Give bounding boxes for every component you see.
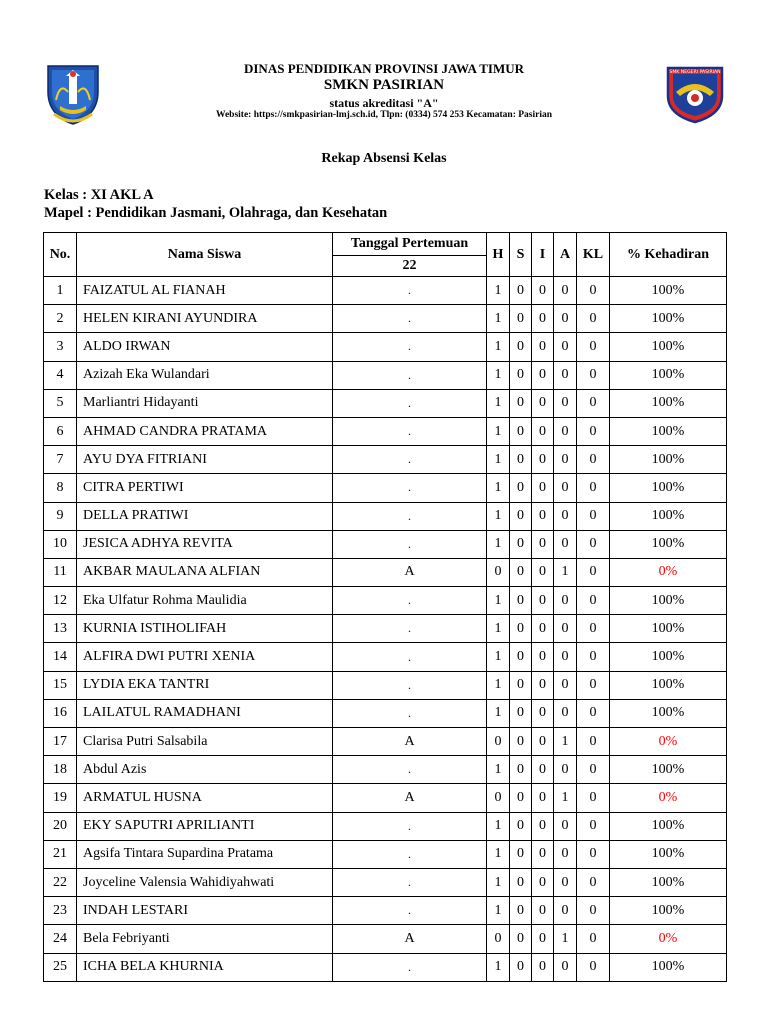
cell-meeting-mark: . bbox=[333, 361, 487, 389]
cell-meeting-mark: . bbox=[333, 333, 487, 361]
cell-kl: 0 bbox=[577, 558, 610, 586]
cell-i: 0 bbox=[532, 502, 554, 530]
cell-meeting-mark: . bbox=[333, 953, 487, 981]
cell-meeting-mark: . bbox=[333, 502, 487, 530]
cell-name: ALDO IRWAN bbox=[77, 333, 333, 361]
cell-no: 11 bbox=[44, 558, 77, 586]
table-row bbox=[44, 784, 727, 812]
table-row bbox=[44, 897, 727, 925]
cell-s: 0 bbox=[510, 784, 532, 812]
cell-i: 0 bbox=[532, 868, 554, 896]
table-row bbox=[44, 756, 727, 784]
cell-h: 0 bbox=[487, 784, 510, 812]
header-i: I bbox=[532, 233, 554, 277]
table-row bbox=[44, 277, 727, 305]
cell-a: 0 bbox=[554, 530, 577, 558]
cell-s: 0 bbox=[510, 474, 532, 502]
cell-h: 1 bbox=[487, 333, 510, 361]
table-row bbox=[44, 868, 727, 896]
cell-no: 3 bbox=[44, 333, 77, 361]
table-row bbox=[44, 417, 727, 445]
cell-pct: 100% bbox=[610, 474, 727, 502]
cell-i: 0 bbox=[532, 305, 554, 333]
cell-i: 0 bbox=[532, 277, 554, 305]
cell-no: 6 bbox=[44, 417, 77, 445]
cell-s: 0 bbox=[510, 671, 532, 699]
cell-meeting-mark: . bbox=[333, 756, 487, 784]
cell-h: 1 bbox=[487, 615, 510, 643]
cell-meeting-mark: . bbox=[333, 671, 487, 699]
cell-meeting-mark: . bbox=[333, 897, 487, 925]
cell-pct: 100% bbox=[610, 812, 727, 840]
cell-no: 21 bbox=[44, 840, 77, 868]
cell-h: 1 bbox=[487, 643, 510, 671]
cell-meeting-mark: . bbox=[333, 305, 487, 333]
cell-pct: 100% bbox=[610, 446, 727, 474]
cell-s: 0 bbox=[510, 756, 532, 784]
cell-meeting-mark: A bbox=[333, 728, 487, 756]
cell-no: 23 bbox=[44, 897, 77, 925]
cell-name: Agsifa Tintara Supardina Pratama bbox=[77, 840, 333, 868]
cell-s: 0 bbox=[510, 643, 532, 671]
cell-kl: 0 bbox=[577, 587, 610, 615]
cell-pct: 100% bbox=[610, 756, 727, 784]
table-row bbox=[44, 502, 727, 530]
cell-kl: 0 bbox=[577, 728, 610, 756]
cell-name: ARMATUL HUSNA bbox=[77, 784, 333, 812]
cell-meeting-mark: . bbox=[333, 812, 487, 840]
cell-kl: 0 bbox=[577, 277, 610, 305]
cell-i: 0 bbox=[532, 643, 554, 671]
cell-pct: 100% bbox=[610, 840, 727, 868]
cell-a: 0 bbox=[554, 643, 577, 671]
table-row bbox=[44, 305, 727, 333]
table-row bbox=[44, 840, 727, 868]
cell-kl: 0 bbox=[577, 812, 610, 840]
cell-i: 0 bbox=[532, 446, 554, 474]
cell-meeting-mark: . bbox=[333, 699, 487, 727]
cell-pct: 100% bbox=[610, 502, 727, 530]
subject-label: Mapel : Pendidikan Jasmani, Olahraga, dan Kesehatan bbox=[44, 205, 388, 221]
cell-meeting-mark: . bbox=[333, 530, 487, 558]
cell-s: 0 bbox=[510, 728, 532, 756]
cell-s: 0 bbox=[510, 277, 532, 305]
cell-s: 0 bbox=[510, 897, 532, 925]
accreditation-status: status akreditasi "A" bbox=[329, 96, 439, 110]
cell-no: 9 bbox=[44, 502, 77, 530]
cell-kl: 0 bbox=[577, 502, 610, 530]
school-name: SMKN PASIRIAN bbox=[323, 77, 445, 93]
cell-kl: 0 bbox=[577, 389, 610, 417]
cell-kl: 0 bbox=[577, 417, 610, 445]
table-row bbox=[44, 728, 727, 756]
cell-name: DELLA PRATIWI bbox=[77, 502, 333, 530]
cell-h: 1 bbox=[487, 756, 510, 784]
contact-line: Website: https://smkpasirian-lmj.sch.id, Tlpn: (0334) 574 253 Kecamatan: Pasirian bbox=[215, 110, 553, 120]
cell-s: 0 bbox=[510, 812, 532, 840]
cell-name: HELEN KIRANI AYUNDIRA bbox=[77, 305, 333, 333]
header-pct: % Kehadiran bbox=[610, 233, 727, 277]
cell-no: 25 bbox=[44, 953, 77, 981]
cell-pct: 100% bbox=[610, 897, 727, 925]
cell-name: AKBAR MAULANA ALFIAN bbox=[77, 558, 333, 586]
cell-s: 0 bbox=[510, 389, 532, 417]
cell-s: 0 bbox=[510, 502, 532, 530]
cell-h: 0 bbox=[487, 925, 510, 953]
cell-no: 10 bbox=[44, 530, 77, 558]
cell-i: 0 bbox=[532, 840, 554, 868]
cell-a: 0 bbox=[554, 897, 577, 925]
cell-kl: 0 bbox=[577, 333, 610, 361]
cell-s: 0 bbox=[510, 699, 532, 727]
cell-kl: 0 bbox=[577, 446, 610, 474]
cell-a: 0 bbox=[554, 699, 577, 727]
cell-pct: 100% bbox=[610, 587, 727, 615]
cell-no: 19 bbox=[44, 784, 77, 812]
cell-s: 0 bbox=[510, 868, 532, 896]
cell-h: 0 bbox=[487, 728, 510, 756]
cell-no: 22 bbox=[44, 868, 77, 896]
table-row bbox=[44, 530, 727, 558]
cell-meeting-mark: . bbox=[333, 277, 487, 305]
cell-h: 0 bbox=[487, 558, 510, 586]
cell-a: 0 bbox=[554, 671, 577, 699]
cell-s: 0 bbox=[510, 417, 532, 445]
table-row bbox=[44, 812, 727, 840]
cell-a: 0 bbox=[554, 587, 577, 615]
attendance-table bbox=[43, 232, 727, 982]
cell-i: 0 bbox=[532, 558, 554, 586]
cell-a: 0 bbox=[554, 868, 577, 896]
header-meeting: Tanggal Pertemuan bbox=[333, 233, 487, 256]
cell-h: 1 bbox=[487, 530, 510, 558]
table-row bbox=[44, 615, 727, 643]
page-title: Rekap Absensi Kelas bbox=[321, 151, 447, 166]
cell-no: 17 bbox=[44, 728, 77, 756]
header-name: Nama Siswa bbox=[77, 233, 333, 277]
cell-i: 0 bbox=[532, 615, 554, 643]
cell-meeting-mark: . bbox=[333, 868, 487, 896]
cell-i: 0 bbox=[532, 699, 554, 727]
cell-name: ICHA BELA KHURNIA bbox=[77, 953, 333, 981]
table-row bbox=[44, 699, 727, 727]
cell-i: 0 bbox=[532, 897, 554, 925]
cell-h: 1 bbox=[487, 671, 510, 699]
cell-pct: 0% bbox=[610, 925, 727, 953]
cell-i: 0 bbox=[532, 333, 554, 361]
cell-name: LYDIA EKA TANTRI bbox=[77, 671, 333, 699]
cell-h: 1 bbox=[487, 446, 510, 474]
cell-kl: 0 bbox=[577, 868, 610, 896]
header-s: S bbox=[510, 233, 532, 277]
cell-no: 13 bbox=[44, 615, 77, 643]
cell-no: 5 bbox=[44, 389, 77, 417]
cell-no: 24 bbox=[44, 925, 77, 953]
cell-a: 0 bbox=[554, 389, 577, 417]
cell-name: ALFIRA DWI PUTRI XENIA bbox=[77, 643, 333, 671]
cell-name: AYU DYA FITRIANI bbox=[77, 446, 333, 474]
cell-s: 0 bbox=[510, 558, 532, 586]
cell-meeting-mark: A bbox=[333, 558, 487, 586]
cell-a: 0 bbox=[554, 840, 577, 868]
cell-meeting-mark: . bbox=[333, 446, 487, 474]
table-row bbox=[44, 671, 727, 699]
cell-i: 0 bbox=[532, 812, 554, 840]
cell-name: FAIZATUL AL FIANAH bbox=[77, 277, 333, 305]
cell-kl: 0 bbox=[577, 840, 610, 868]
cell-kl: 0 bbox=[577, 756, 610, 784]
cell-a: 1 bbox=[554, 784, 577, 812]
cell-kl: 0 bbox=[577, 671, 610, 699]
cell-h: 1 bbox=[487, 897, 510, 925]
cell-name: Eka Ulfatur Rohma Maulidia bbox=[77, 587, 333, 615]
cell-no: 20 bbox=[44, 812, 77, 840]
cell-a: 0 bbox=[554, 305, 577, 333]
cell-kl: 0 bbox=[577, 784, 610, 812]
cell-i: 0 bbox=[532, 756, 554, 784]
cell-kl: 0 bbox=[577, 643, 610, 671]
cell-a: 1 bbox=[554, 558, 577, 586]
cell-h: 1 bbox=[487, 699, 510, 727]
cell-h: 1 bbox=[487, 868, 510, 896]
cell-s: 0 bbox=[510, 333, 532, 361]
cell-h: 1 bbox=[487, 305, 510, 333]
cell-a: 0 bbox=[554, 361, 577, 389]
header-no: No. bbox=[44, 233, 77, 277]
cell-h: 1 bbox=[487, 361, 510, 389]
cell-no: 12 bbox=[44, 587, 77, 615]
cell-kl: 0 bbox=[577, 897, 610, 925]
class-label: Kelas : XI AKL A bbox=[44, 187, 154, 203]
cell-i: 0 bbox=[532, 587, 554, 615]
cell-a: 0 bbox=[554, 502, 577, 530]
cell-i: 0 bbox=[532, 728, 554, 756]
cell-a: 0 bbox=[554, 417, 577, 445]
cell-h: 1 bbox=[487, 502, 510, 530]
cell-h: 1 bbox=[487, 389, 510, 417]
cell-h: 1 bbox=[487, 587, 510, 615]
cell-pct: 100% bbox=[610, 868, 727, 896]
cell-s: 0 bbox=[510, 361, 532, 389]
cell-h: 1 bbox=[487, 953, 510, 981]
cell-a: 1 bbox=[554, 728, 577, 756]
table-row bbox=[44, 389, 727, 417]
cell-a: 0 bbox=[554, 474, 577, 502]
cell-pct: 100% bbox=[610, 389, 727, 417]
cell-no: 15 bbox=[44, 671, 77, 699]
header-a: A bbox=[554, 233, 577, 277]
cell-no: 8 bbox=[44, 474, 77, 502]
cell-s: 0 bbox=[510, 305, 532, 333]
cell-a: 0 bbox=[554, 756, 577, 784]
cell-kl: 0 bbox=[577, 530, 610, 558]
cell-pct: 100% bbox=[610, 671, 727, 699]
cell-name: Bela Febriyanti bbox=[77, 925, 333, 953]
cell-name: Abdul Azis bbox=[77, 756, 333, 784]
cell-h: 1 bbox=[487, 417, 510, 445]
table-row bbox=[44, 474, 727, 502]
cell-s: 0 bbox=[510, 953, 532, 981]
table-row bbox=[44, 558, 727, 586]
cell-pct: 100% bbox=[610, 305, 727, 333]
cell-name: Azizah Eka Wulandari bbox=[77, 361, 333, 389]
table-row bbox=[44, 643, 727, 671]
cell-s: 0 bbox=[510, 587, 532, 615]
cell-meeting-mark: A bbox=[333, 925, 487, 953]
cell-a: 1 bbox=[554, 925, 577, 953]
cell-meeting-mark: A bbox=[333, 784, 487, 812]
cell-no: 14 bbox=[44, 643, 77, 671]
cell-pct: 100% bbox=[610, 643, 727, 671]
cell-name: KURNIA ISTIHOLIFAH bbox=[77, 615, 333, 643]
cell-a: 0 bbox=[554, 333, 577, 361]
agency-name: DINAS PENDIDIKAN PROVINSI JAWA TIMUR bbox=[243, 61, 525, 76]
cell-pct: 100% bbox=[610, 417, 727, 445]
cell-kl: 0 bbox=[577, 305, 610, 333]
cell-i: 0 bbox=[532, 530, 554, 558]
cell-kl: 0 bbox=[577, 474, 610, 502]
table-row bbox=[44, 587, 727, 615]
cell-a: 0 bbox=[554, 615, 577, 643]
cell-h: 1 bbox=[487, 840, 510, 868]
cell-kl: 0 bbox=[577, 615, 610, 643]
table-row bbox=[44, 361, 727, 389]
cell-meeting-mark: . bbox=[333, 615, 487, 643]
cell-no: 16 bbox=[44, 699, 77, 727]
cell-kl: 0 bbox=[577, 361, 610, 389]
cell-h: 1 bbox=[487, 474, 510, 502]
cell-no: 1 bbox=[44, 277, 77, 305]
cell-name: EKY SAPUTRI APRILIANTI bbox=[77, 812, 333, 840]
cell-a: 0 bbox=[554, 277, 577, 305]
cell-no: 4 bbox=[44, 361, 77, 389]
cell-h: 1 bbox=[487, 812, 510, 840]
cell-i: 0 bbox=[532, 925, 554, 953]
cell-pct: 100% bbox=[610, 530, 727, 558]
table-row bbox=[44, 333, 727, 361]
cell-a: 0 bbox=[554, 953, 577, 981]
school-logo-icon bbox=[664, 62, 726, 124]
table-row bbox=[44, 446, 727, 474]
cell-pct: 0% bbox=[610, 728, 727, 756]
header-h: H bbox=[487, 233, 510, 277]
cell-kl: 0 bbox=[577, 953, 610, 981]
cell-i: 0 bbox=[532, 361, 554, 389]
cell-name: AHMAD CANDRA PRATAMA bbox=[77, 417, 333, 445]
cell-meeting-mark: . bbox=[333, 587, 487, 615]
cell-no: 2 bbox=[44, 305, 77, 333]
cell-no: 18 bbox=[44, 756, 77, 784]
cell-name: Clarisa Putri Salsabila bbox=[77, 728, 333, 756]
east-java-emblem-icon bbox=[42, 62, 104, 126]
cell-i: 0 bbox=[532, 417, 554, 445]
letterhead bbox=[0, 0, 768, 140]
cell-meeting-mark: . bbox=[333, 417, 487, 445]
cell-a: 0 bbox=[554, 812, 577, 840]
cell-pct: 100% bbox=[610, 361, 727, 389]
cell-i: 0 bbox=[532, 474, 554, 502]
cell-meeting-mark: . bbox=[333, 474, 487, 502]
cell-pct: 0% bbox=[610, 784, 727, 812]
cell-pct: 100% bbox=[610, 699, 727, 727]
cell-s: 0 bbox=[510, 840, 532, 868]
cell-s: 0 bbox=[510, 446, 532, 474]
cell-name: Marliantri Hidayanti bbox=[77, 389, 333, 417]
cell-no: 7 bbox=[44, 446, 77, 474]
cell-pct: 100% bbox=[610, 333, 727, 361]
cell-name: INDAH LESTARI bbox=[77, 897, 333, 925]
cell-name: Joyceline Valensia Wahidiyahwati bbox=[77, 868, 333, 896]
table-row bbox=[44, 925, 727, 953]
cell-pct: 100% bbox=[610, 615, 727, 643]
cell-s: 0 bbox=[510, 615, 532, 643]
cell-name: CITRA PERTIWI bbox=[77, 474, 333, 502]
cell-kl: 0 bbox=[577, 925, 610, 953]
attendance-rows bbox=[44, 277, 727, 982]
table-row bbox=[44, 953, 727, 981]
cell-meeting-mark: . bbox=[333, 643, 487, 671]
cell-a: 0 bbox=[554, 446, 577, 474]
cell-i: 0 bbox=[532, 784, 554, 812]
cell-i: 0 bbox=[532, 953, 554, 981]
school-logo-text: SMK NEGERI PASIRIAN bbox=[669, 70, 721, 75]
cell-pct: 100% bbox=[610, 277, 727, 305]
cell-name: JESICA ADHYA REVITA bbox=[77, 530, 333, 558]
cell-i: 0 bbox=[532, 389, 554, 417]
header-meeting-date: 22 bbox=[333, 256, 487, 277]
cell-s: 0 bbox=[510, 925, 532, 953]
cell-meeting-mark: . bbox=[333, 389, 487, 417]
cell-s: 0 bbox=[510, 530, 532, 558]
header-kl: KL bbox=[577, 233, 610, 277]
cell-h: 1 bbox=[487, 277, 510, 305]
cell-pct: 0% bbox=[610, 558, 727, 586]
cell-meeting-mark: . bbox=[333, 840, 487, 868]
cell-kl: 0 bbox=[577, 699, 610, 727]
cell-pct: 100% bbox=[610, 953, 727, 981]
cell-name: LAILATUL RAMADHANI bbox=[77, 699, 333, 727]
cell-i: 0 bbox=[532, 671, 554, 699]
